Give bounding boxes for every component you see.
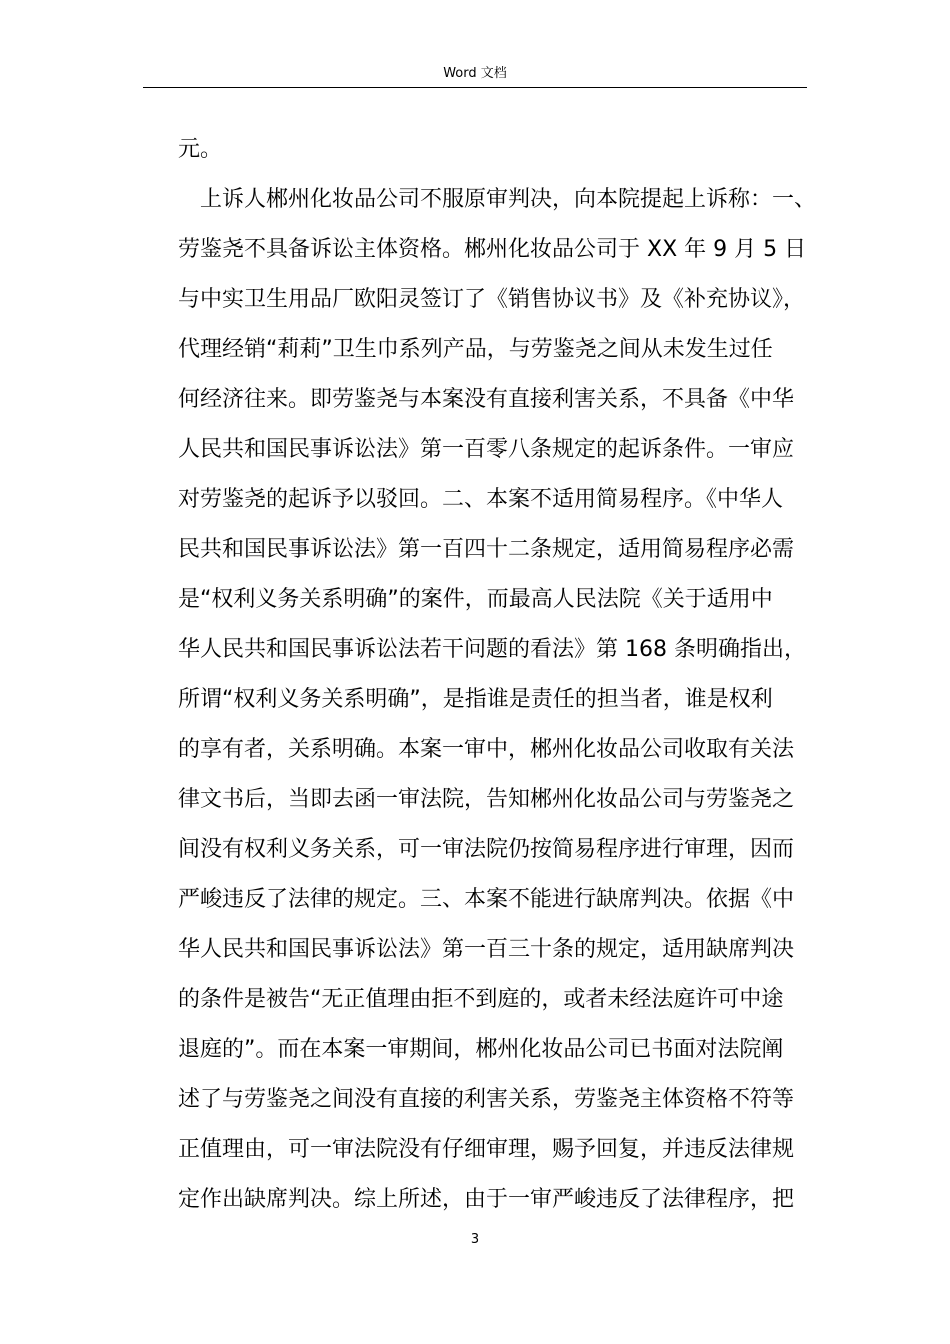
body-line: 对劳鉴尧的起诉予以驳回。二、本案不适用简易程序。《中华人 xyxy=(178,487,784,512)
body-line: 的条件是被告“无正值理由拒不到庭的，或者未经法庭许可中途 xyxy=(178,987,784,1012)
body-line: 间没有权利义务关系，可一审法院仍按简易程序进行审理，因而 xyxy=(178,837,795,862)
body-line: 华人民共和国民事诉讼法》第一百三十条的规定，适用缺席判决 xyxy=(178,937,795,962)
body-line: 退庭的”。而在本案一审期间，郴州化妆品公司已书面对法院阐 xyxy=(178,1037,784,1062)
body-line: 与中实卫生用品厂欧阳灵签订了《销售协议书》及《补充协议》， xyxy=(178,287,806,312)
header-divider xyxy=(143,87,807,88)
body-line: 定作出缺席判决。综上所述，由于一审严峻违反了法律程序，把 xyxy=(178,1187,795,1212)
body-line: 代理经销“莉莉”卫生巾系列产品，与劳鉴尧之间从未发生过任 xyxy=(178,337,773,362)
body-line: 是“权利义务关系明确”的案件，而最高人民法院《关于适用中 xyxy=(178,587,773,612)
page-number: 3 xyxy=(470,1232,480,1247)
body-line: 元。 xyxy=(178,137,223,162)
body-line: 述了与劳鉴尧之间没有直接的利害关系，劳鉴尧主体资格不符等 xyxy=(178,1087,795,1112)
body-line: 上诉人郴州化妆品公司不服原审判决，向本院提起上诉称：一、 xyxy=(200,187,817,212)
document-header-title: Word 文档 xyxy=(443,66,507,81)
body-line: 的享有者，关系明确。本案一审中，郴州化妆品公司收取有关法 xyxy=(178,737,795,762)
body-line: 正值理由，可一审法院没有仔细审理，赐予回复，并违反法律规 xyxy=(178,1137,795,1162)
body-line: 劳鉴尧不具备诉讼主体资格。郴州化妆品公司于 XX 年 9 月 5 日 xyxy=(178,237,807,262)
document-body xyxy=(178,125,878,1225)
body-line: 严峻违反了法律的规定。三、本案不能进行缺席判决。依据《中 xyxy=(178,887,795,912)
body-line: 华人民共和国民事诉讼法若干问题的看法》第 168 条明确指出， xyxy=(178,637,806,662)
body-line: 律文书后，当即去函一审法院，告知郴州化妆品公司与劳鉴尧之 xyxy=(178,787,795,812)
body-line: 民共和国民事诉讼法》第一百四十二条规定，适用简易程序必需 xyxy=(178,537,795,562)
body-line: 何经济往来。即劳鉴尧与本案没有直接利害关系，不具备《中华 xyxy=(178,387,795,412)
body-line: 人民共和国民事诉讼法》第一百零八条规定的起诉条件。一审应 xyxy=(178,437,795,462)
body-line: 所谓“权利义务关系明确”，是指谁是责任的担当者，谁是权利 xyxy=(178,687,773,712)
